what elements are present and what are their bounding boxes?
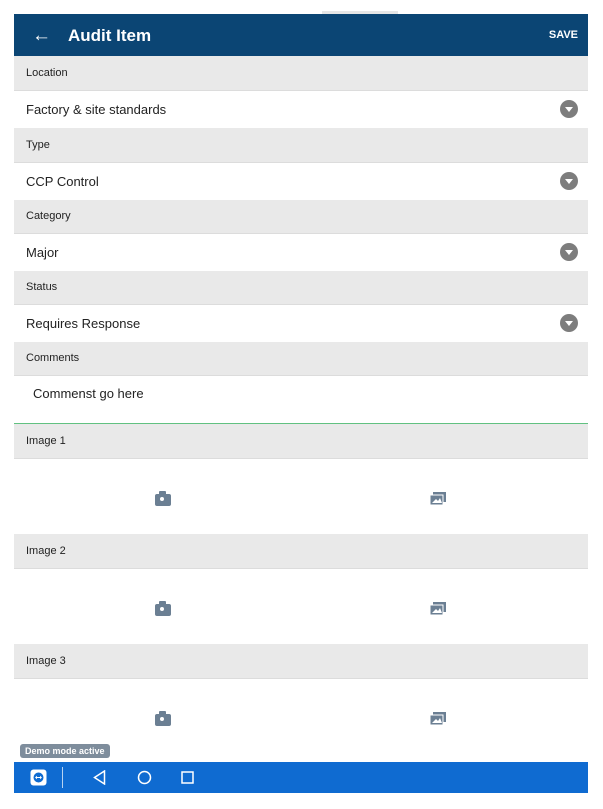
save-button[interactable]: SAVE — [548, 29, 578, 41]
section-header-type — [14, 128, 588, 163]
home-circle-icon[interactable] — [137, 770, 152, 785]
section-header-image-1 — [14, 424, 588, 459]
section-header-category — [14, 200, 588, 234]
section-label: Location — [26, 67, 68, 79]
section-header-comments — [14, 342, 588, 376]
demo-mode-badge: Demo mode active — [20, 744, 110, 758]
app-bar — [14, 14, 588, 56]
section-label: Image 1 — [26, 435, 66, 447]
gallery-icon[interactable] — [430, 602, 446, 615]
app-screen — [14, 14, 588, 793]
type-select[interactable] — [14, 163, 588, 200]
image-2-row — [14, 569, 588, 644]
section-label: Type — [26, 139, 50, 151]
page-title: Audit Item — [68, 26, 152, 45]
category-select[interactable] — [14, 234, 588, 271]
section-label: Comments — [26, 352, 80, 364]
section-header-image-2 — [14, 534, 588, 569]
select-value: Requires Response — [26, 316, 141, 331]
camera-icon[interactable] — [155, 604, 171, 616]
system-nav-bar — [14, 762, 588, 793]
dropdown-chevron-icon[interactable] — [560, 172, 578, 190]
section-label: Image 3 — [26, 655, 66, 667]
comments-text: Commenst go here — [33, 386, 144, 401]
camera-icon[interactable] — [155, 494, 171, 506]
dropdown-chevron-icon[interactable] — [560, 100, 578, 118]
gallery-icon[interactable] — [430, 492, 446, 505]
recents-square-icon[interactable] — [181, 771, 194, 784]
select-value: Factory & site standards — [26, 102, 167, 117]
select-value: Major — [26, 245, 59, 260]
back-triangle-icon[interactable] — [93, 770, 106, 785]
dropdown-chevron-icon[interactable] — [560, 314, 578, 332]
image-1-row — [14, 459, 588, 534]
remote-app-icon[interactable] — [30, 769, 47, 786]
gallery-icon[interactable] — [430, 712, 446, 725]
section-header-location — [14, 56, 588, 91]
dropdown-chevron-icon[interactable] — [560, 243, 578, 261]
comments-field[interactable] — [14, 376, 588, 424]
location-select[interactable] — [14, 91, 588, 128]
status-select[interactable] — [14, 305, 588, 342]
camera-icon[interactable] — [155, 714, 171, 726]
section-label: Category — [26, 210, 71, 222]
section-header-image-3 — [14, 644, 588, 679]
arrow-left-icon[interactable]: ← — [32, 25, 51, 46]
section-header-status — [14, 271, 588, 305]
select-value: CCP Control — [26, 174, 99, 189]
section-label: Status — [26, 281, 58, 293]
nav-divider — [62, 767, 63, 788]
section-label: Image 2 — [26, 545, 66, 557]
